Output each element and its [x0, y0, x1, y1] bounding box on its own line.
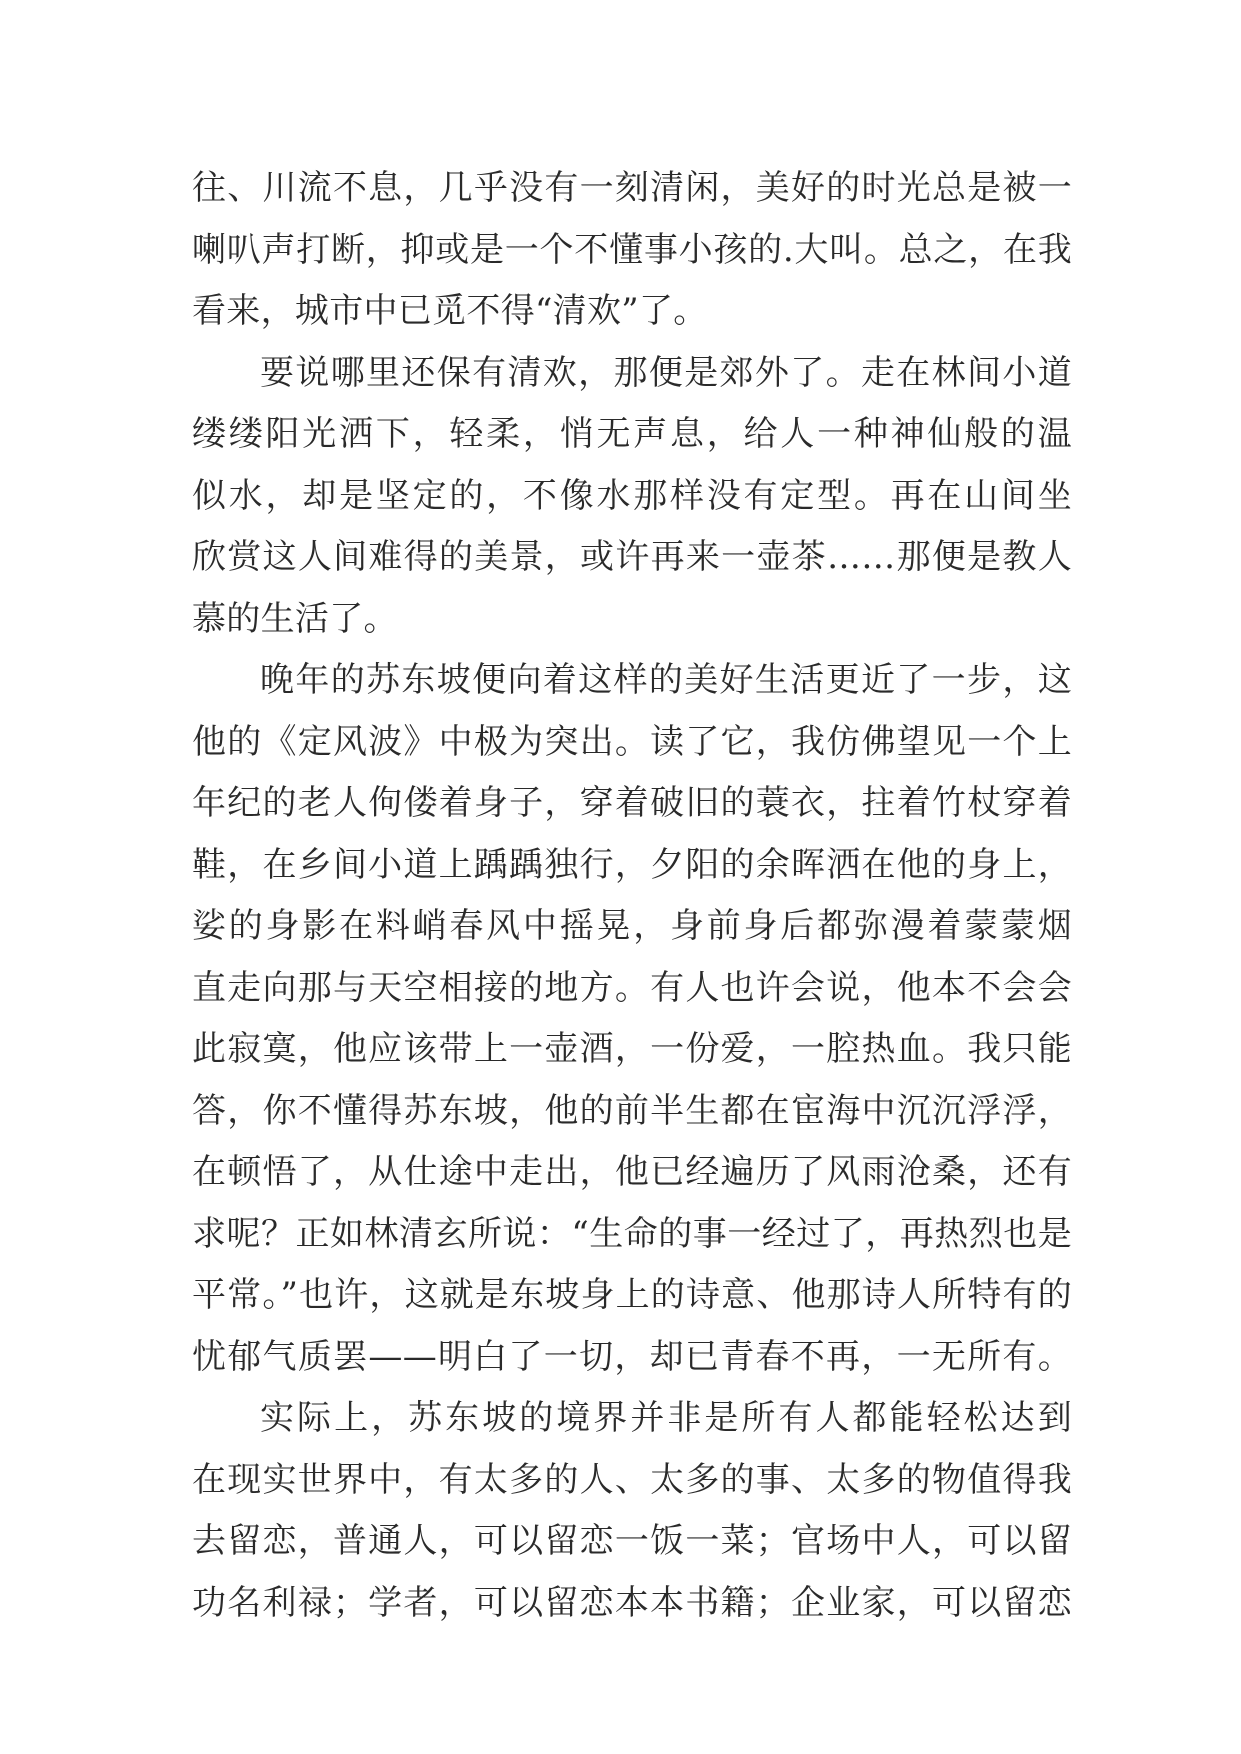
text-line: 娑的身影在料峭春风中摇晃，身前身后都弥漫着蒙蒙烟: [192, 906, 1072, 946]
text-line: 答，你不懂得苏东坡，他的前半生都在宦海中沉沉浮浮，: [192, 1090, 1072, 1131]
text-line: 他的《定风波》中极为突出。读了它，我仿佛望见一个上: [192, 721, 1072, 762]
text-line: 直走向那与天空相接的地方。有人也许会说，他本不会会: [192, 967, 1072, 1008]
text-line: 在顿悟了，从仕途中走出，他已经遍历了风雨沧桑，还有: [192, 1152, 1072, 1192]
text-line: 实际上，苏东坡的境界并非是所有人都能轻松达到: [260, 1398, 1072, 1438]
text-line: 忧郁气质罢——明白了一切，却已青春不再，一无所有。: [192, 1336, 1072, 1377]
text-line: 去留恋，普通人，可以留恋一饭一菜；官场中人，可以留: [192, 1521, 1072, 1561]
text-line: 年纪的老人佝偻着身子，穿着破旧的蓑衣，拄着竹杖穿着: [192, 783, 1072, 823]
text-line: 平常。”也许，这就是东坡身上的诗意、他那诗人所特有的: [192, 1275, 1072, 1315]
text-line: 此寂寞，他应该带上一壶酒，一份爱，一腔热血。我只能: [192, 1029, 1072, 1069]
text-line: 在现实世界中，有太多的人、太多的事、太多的物值得我: [192, 1459, 1072, 1500]
text-line: 功名利禄；学者，可以留恋本本书籍；企业家，可以留恋: [192, 1582, 1072, 1623]
text-line: 欣赏这人间难得的美景，或许再来一壶茶……那便是教人: [192, 537, 1072, 577]
text-line: 看来，城市中已觅不得“清欢”了。: [192, 291, 708, 331]
text-line: 往、川流不息，几乎没有一刻清闲，美好的时光总是被一: [192, 168, 1072, 208]
text-line: 鞋，在乡间小道上踽踽独行，夕阳的余晖洒在他的身上，: [192, 844, 1072, 885]
text-line: 喇叭声打断，抑或是一个不懂事小孩的.大叫。总之，在我: [192, 229, 1072, 270]
text-line: 晚年的苏东坡便向着这样的美好生活更近了一步，这: [260, 660, 1072, 700]
text-line: 缕缕阳光洒下，轻柔，悄无声息，给人一种神仙般的温: [192, 414, 1072, 454]
text-line: 似水，却是坚定的，不像水那样没有定型。再在山间坐: [192, 475, 1072, 516]
essay-body: [192, 158, 1072, 1634]
text-line: 求呢？正如林清玄所说：“生命的事一经过了，再热烈也是: [192, 1213, 1072, 1254]
text-line: 慕的生活了。: [192, 598, 398, 639]
text-line: 要说哪里还保有清欢，那便是郊外了。走在林间小道: [260, 352, 1072, 393]
